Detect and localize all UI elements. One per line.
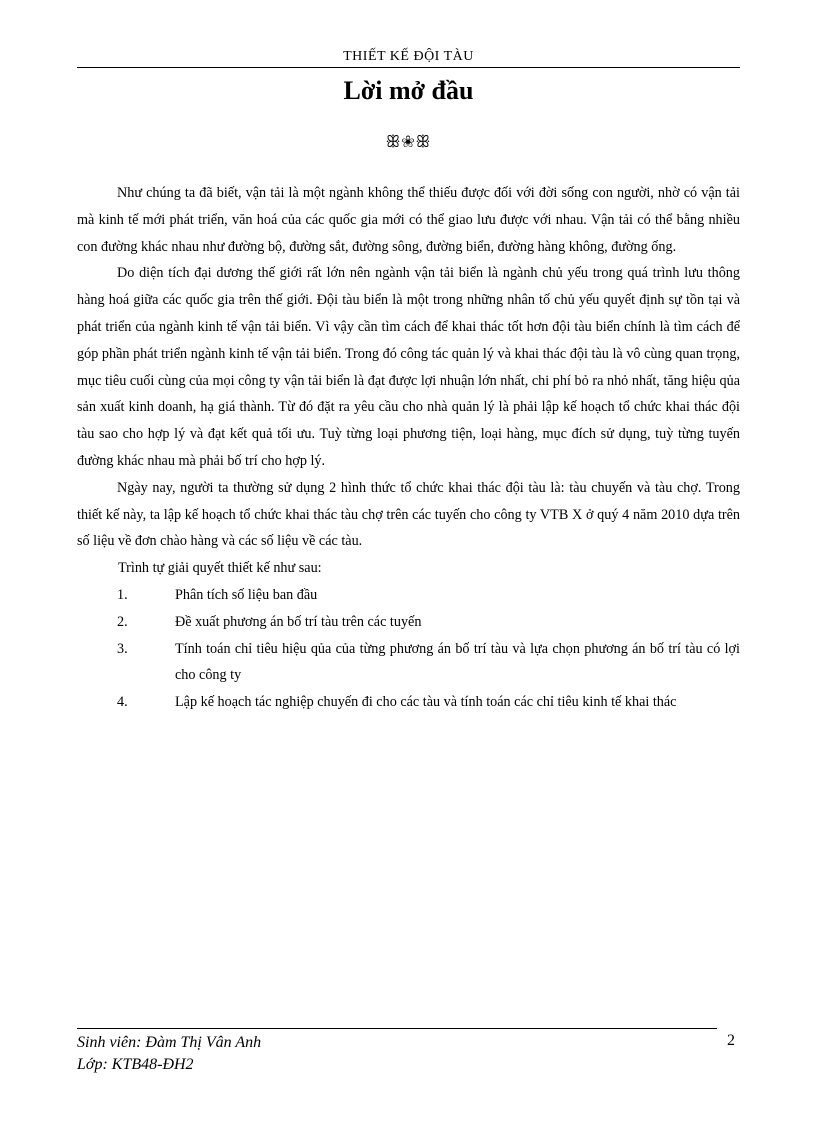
step-number: 4. <box>117 694 128 711</box>
step-text: Lập kế hoạch tác nghiệp chuyến đi cho các tàu và tính toán các chỉ tiêu kinh tế khai thác <box>175 694 677 711</box>
paragraph: Ngày nay, người ta thường sử dụng 2 hình thức tổ chức khai thác đội tàu là: tàu chuyến và tàu chợ. Trong thiết kế này, ta lập kế hoạch tổ chức khai thác tàu chợ trên các tuyến cho công ty VTB X ở quý 4 năm 2010 dựa trên số liệu về đơn chào hàng và các số liệu về các tàu. <box>77 479 740 550</box>
header-divider <box>77 67 740 68</box>
step-number: 3. <box>117 640 128 657</box>
step-number: 1. <box>117 586 128 603</box>
document-body <box>77 180 740 716</box>
header-title: THIẾT KẾ ĐỘI TÀU <box>343 49 474 64</box>
steps-intro: Trình tự giải quyết thiết kế như sau: <box>118 560 322 577</box>
footer-divider <box>77 1028 717 1029</box>
list-item <box>77 582 740 609</box>
list-item <box>77 636 740 690</box>
ornament-icon: ꕥ❀ꕥ <box>385 134 432 151</box>
list-item <box>77 609 740 636</box>
footer-class: Lớp: KTB48-ĐH2 <box>77 1056 194 1073</box>
page-number: 2 <box>727 1032 735 1049</box>
steps-list <box>77 582 740 716</box>
paragraph: Do diện tích đại dương thế giới rất lớn nên ngành vận tải biển là ngành chủ yếu trong quá trình lưu thông hàng hoá giữa các quốc gia trên thế giới. Đội tàu biển là một trong những nhân tố chủ yếu quyết định sự tồn tại và phát triển của ngành kinh tế vận tải biển. Vì vậy cần tìm cách để khai thác tốt hơn đội tàu biển chính là tìm cách để góp phần phát triển ngành kinh tế vận tải biển. Trong đó công tác quản lý và khai thác đội tàu là vô cùng quan trọng, mục tiêu cuối cùng của mọi công ty vận tải biển là đạt được lợi nhuận lớn nhất, chi phí bỏ ra nhỏ nhất, tăng hiệu qủa sản xuất kinh doanh, hạ giá thành. Từ đó đặt ra yêu cầu cho nhà quản lý là phải lập kế hoạch tổ chức khai thác đội tàu sao cho hợp lý và đạt kết quả tối ưu. Tuỳ từng loại phương tiện, loại hàng, mục đích sử dụng, tuỳ từng tuyến đường khác nhau mà phải bố trí cho hợp lý. <box>77 265 740 469</box>
step-text: Phân tích số liệu ban đầu <box>175 586 318 603</box>
footer-student: Sinh viên: Đàm Thị Vân Anh <box>77 1034 262 1051</box>
step-text: Tính toán chỉ tiêu hiệu qủa của từng phương án bố trí tàu và lựa chọn phương án bố trí tàu có lợi cho công ty <box>175 640 740 684</box>
list-item <box>77 689 740 716</box>
step-text: Đề xuất phương án bố trí tàu trên các tuyến <box>175 613 422 630</box>
step-number: 2. <box>117 613 128 630</box>
page-title: Lời mở đầu <box>343 76 474 105</box>
paragraph: Như chúng ta đã biết, vận tải là một ngành không thể thiếu được đối với đời sống con người, nhờ có vận tải mà kinh tế mới phát triển, văn hoá của các quốc gia mới có thể giao lưu được với nhau. Vận tải có thể bằng nhiều con đường khác nhau như đường bộ, đường sắt, đường sông, đường biển, đường hàng không, đường ống. <box>77 185 740 255</box>
page-footer <box>77 1032 261 1076</box>
